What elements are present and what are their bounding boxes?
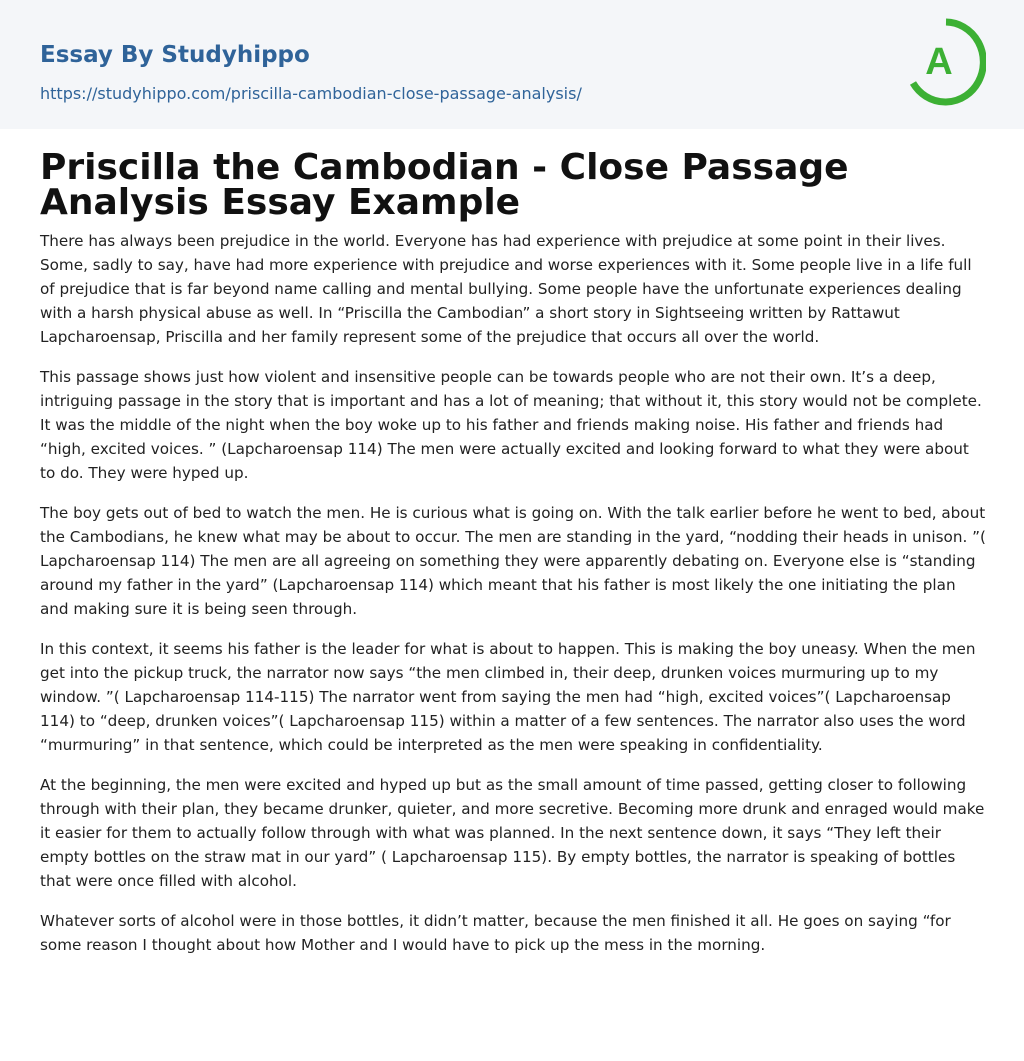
paragraph: At the beginning, the men were excited and hyped up but as the small amount of time passed, getting closer to following through with their plan, they became drunker, quieter, and more secretive. Becoming more drunk and enraged would make it easier for them to actually follow through with what was planned. In the next sentence down, it says “They left their empty bottles on the straw mat in our yard” ( Lapcharoensap 115). By empty bottles, the narrator is speaking of bottles that were once filled with alcohol.	[40, 776, 985, 890]
paragraph: The boy gets out of bed to watch the men. He is curious what is going on. With the talk earlier before he went to bed, about the Cambodians, he knew what may be about to occur. The men are standing in the yard, “nodding their heads in unison. ”( Lapcharoensap 114) The men are all agreeing on something they were apparently debating on. Everyone else is “standing around my father in the yard” (Lapcharoensap 114) which meant that his father is most likely the one initiating the plan and making sure it is being seen through.	[40, 504, 986, 618]
paragraph: There has always been prejudice in the world. Everyone has had experience with prejudice at some point in their lives. Some, sadly to say, have had more experience with prejudice and worse experiences with it. Some people live in a life full of prejudice that is far beyond name calling and mental bullying. Some people have the unfortunate experiences dealing with a harsh physical abuse as well. In “Priscilla the Cambodian” a short story in Sightseeing written by Rattawut Lapcharoensap, Priscilla and her family represent some of the prejudice that occurs all over the world.	[40, 232, 972, 346]
site-header	[0, 0, 1024, 129]
studyhippo-logo-icon[interactable]	[906, 18, 986, 106]
article-body	[40, 229, 988, 973]
paragraph: In this context, it seems his father is the leader for what is about to happen. This is making the boy uneasy. When the men get into the pickup truck, the narrator now says “the men climbed in, their deep, drunken voices murmuring up to my window. ”( Lapcharoensap 114-115) The narrator went from saying the men had “high, excited voices”( Lapcharoensap 114) to “deep, drunken voices”( Lapcharoensap 115) within a matter of a few sentences. The narrator also uses the word “murmuring” in that sentence, which could be interpreted as the men were speaking in confidentiality.	[40, 640, 976, 754]
site-title[interactable]: Essay By Studyhippo	[40, 42, 310, 68]
article-title: Priscilla the Cambodian - Close Passage Analysis Essay Example	[40, 147, 849, 223]
paragraph: This passage shows just how violent and insensitive people can be towards people who are not their own. It’s a deep, intriguing passage in the story that is important and has a lot of meaning; that without it, this story would not be complete. It was the middle of the night when the boy woke up to his father and friends making noise. His father and friends had “high, excited voices. ” (Lapcharoensap 114) The men were actually excited and looking forward to what they were about to do. They were hyped up.	[40, 368, 982, 482]
article-url-link[interactable]: https://studyhippo.com/priscilla-cambodian-close-passage-analysis/	[40, 84, 582, 103]
logo-letter: A	[925, 41, 953, 83]
paragraph: Whatever sorts of alcohol were in those bottles, it didn’t matter, because the men finished it all. He goes on saying “for some reason I thought about how Mother and I would have to pick up the mess in the morning.	[40, 912, 951, 954]
